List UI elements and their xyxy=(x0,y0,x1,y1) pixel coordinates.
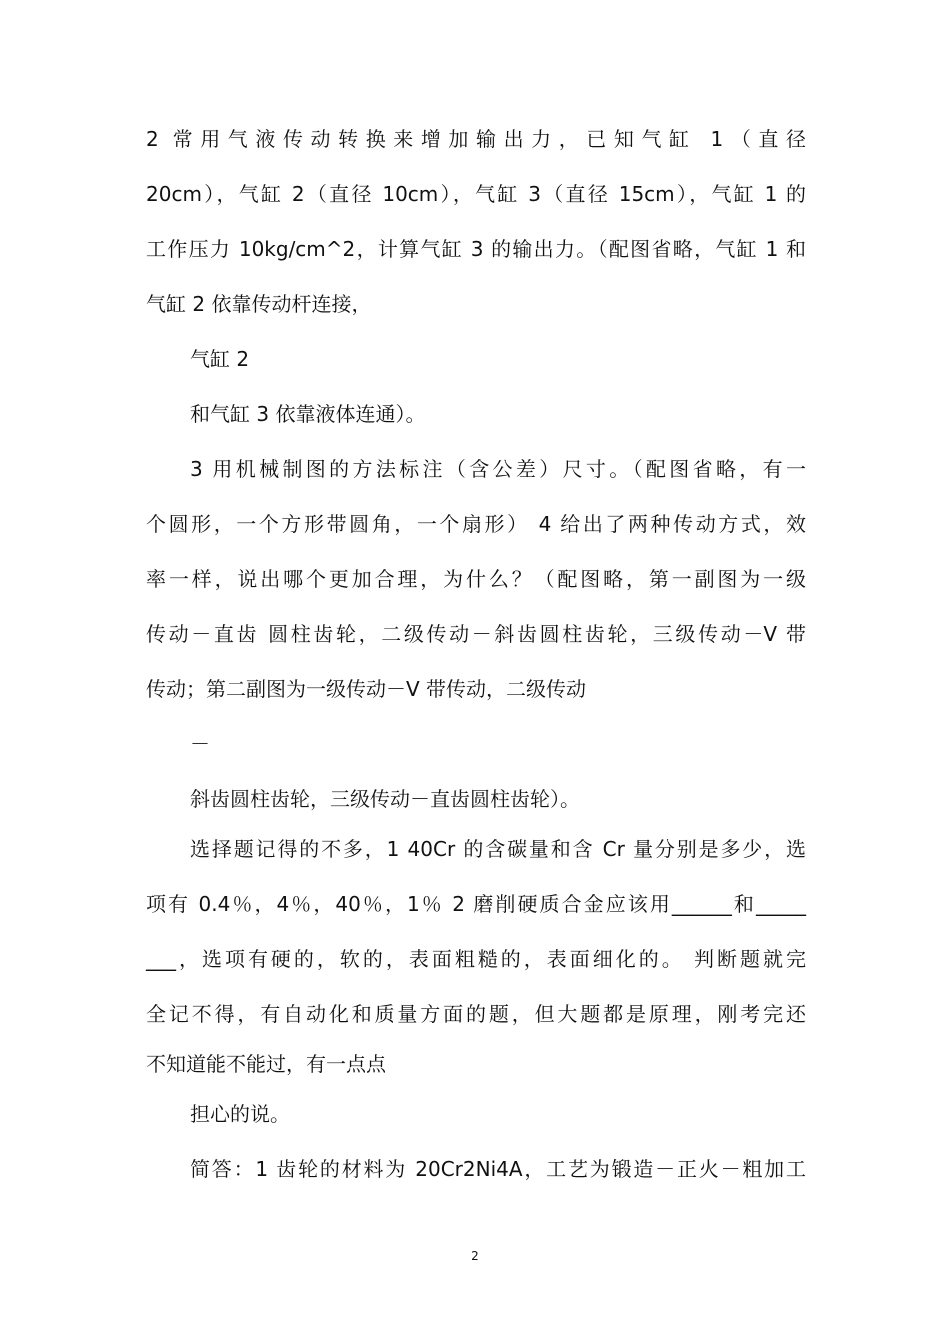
text-line: 气缸 2 依靠传动杆连接， xyxy=(146,292,372,316)
text-line: 不知道能不能过，有一点点 xyxy=(146,1052,386,1076)
text-line: 传动－直齿 圆柱齿轮，二级传动－斜齿圆柱齿轮，三级传动－V 带 xyxy=(146,622,806,646)
text-line: 担心的说。 xyxy=(190,1102,290,1126)
text-line: － xyxy=(190,732,210,756)
text-line: 选择题记得的不多，1 40Cr 的含碳量和含 Cr 量分别是多少，选 xyxy=(190,837,806,861)
text-line: 20cm），气缸 2（直径 10cm），气缸 3（直径 15cm），气缸 1 的 xyxy=(146,182,806,206)
text-line: 气缸 2 xyxy=(190,347,250,371)
text-line: 个圆形，一个方形带圆角，一个扇形） 4 给出了两种传动方式，效 xyxy=(146,512,806,536)
text-line: 2 常用气液传动转换来增加输出力，已知气缸 1（直径 xyxy=(146,127,806,151)
text-line: 3 用机械制图的方法标注（含公差）尺寸。（配图省略，有一 xyxy=(190,457,806,481)
text-line: 斜齿圆柱齿轮，三级传动－直齿圆柱齿轮）。 xyxy=(190,787,580,811)
text-line: 简答：1 齿轮的材料为 20Cr2Ni4A，工艺为锻造－正火－粗加工 xyxy=(190,1157,806,1181)
text-line: 和气缸 3 依靠液体连通）。 xyxy=(190,402,426,426)
text-line: ___，选项有硬的，软的，表面粗糙的，表面细化的。 判断题就完 xyxy=(146,947,806,971)
text-line: 传动；第二副图为一级传动－V 带传动，二级传动 xyxy=(146,677,587,701)
page-number: 2 xyxy=(471,1249,479,1263)
text-line: 全记不得，有自动化和质量方面的题，但大题都是原理，刚考完还 xyxy=(146,1002,806,1026)
text-line: 率一样，说出哪个更加合理，为什么？（配图略，第一副图为一级 xyxy=(146,567,806,591)
text-line: 项有 0.4％，4％，40％，1％ 2 磨削硬质合金应该用______和_____ xyxy=(146,892,806,916)
text-line: 工作压力 10kg/cm^2，计算气缸 3 的输出力。（配图省略，气缸 1 和 xyxy=(146,237,806,261)
